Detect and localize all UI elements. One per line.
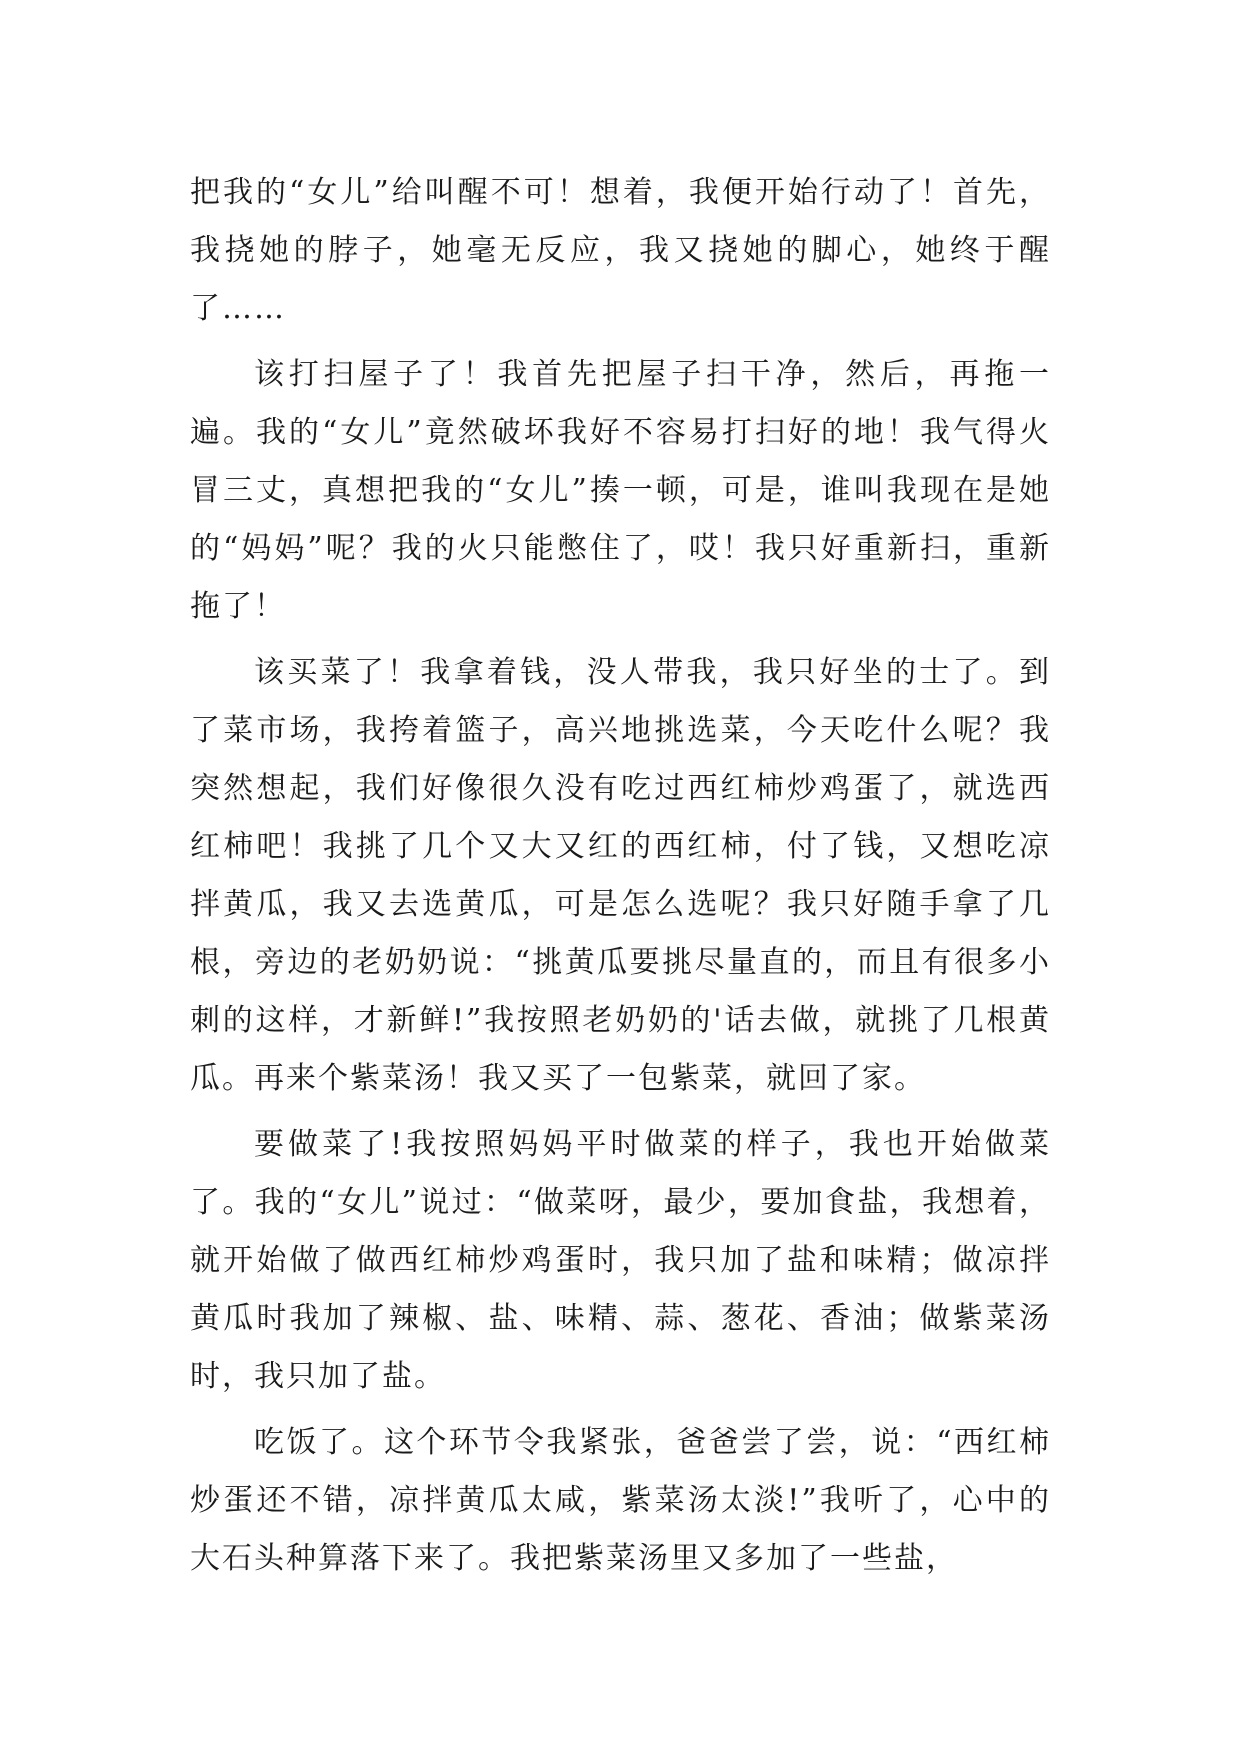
paragraph-2: 该打扫屋子了！我首先把屋子扫干净，然后，再拖一遍。我的“女儿”竟然破坏我好不容易打扫好的地！我气得火冒三丈，真想把我的“女儿”揍一顿，可是，谁叫我现在是她的“妈妈”呢？我的火只能憋住了，哎！我只好重新扫，重新拖了！ [190, 357, 1051, 624]
paragraph-4: 要做菜了!我按照妈妈平时做菜的样子，我也开始做菜了。我的“女儿”说过：“做菜呀，最少，要加食盐，我想着，就开始做了做西红柿炒鸡蛋时，我只加了盐和味精；做凉拌黄瓜时我加了辣椒、盐、味精、蒜、葱花、香油；做紫菜汤时，我只加了盐。 [190, 1127, 1051, 1394]
paragraph-5: 吃饭了。这个环节令我紧张，爸爸尝了尝，说：“西红柿炒蛋还不错，凉拌黄瓜太咸，紫菜汤太淡!”我听了，心中的大石头种算落下来了。我把紫菜汤里又多加了一些盐， [190, 1425, 1051, 1576]
paragraph-3: 该买菜了！我拿着钱，没人带我，我只好坐的士了。到了菜市场，我挎着篮子，高兴地挑选菜，今天吃什么呢？我突然想起，我们好像很久没有吃过西红柿炒鸡蛋了，就选西红柿吧！我挑了几个又大又红的西红柿，付了钱，又想吃凉拌黄瓜，我又去选黄瓜，可是怎么选呢？我只好随手拿了几根，旁边的老奶奶说：“挑黄瓜要挑尽量直的，而且有很多小刺的这样，才新鲜!”我按照老奶奶的'话去做，就挑了几根黄瓜。再来个紫菜汤！我又买了一包紫菜，就回了家。 [190, 655, 1051, 1096]
document-body [190, 164, 1051, 1596]
paragraph-1: 把我的“女儿”给叫醒不可！想着，我便开始行动了！首先，我挠她的脖子，她毫无反应，我又挠她的脚心，她终于醒了…… [190, 175, 1051, 326]
